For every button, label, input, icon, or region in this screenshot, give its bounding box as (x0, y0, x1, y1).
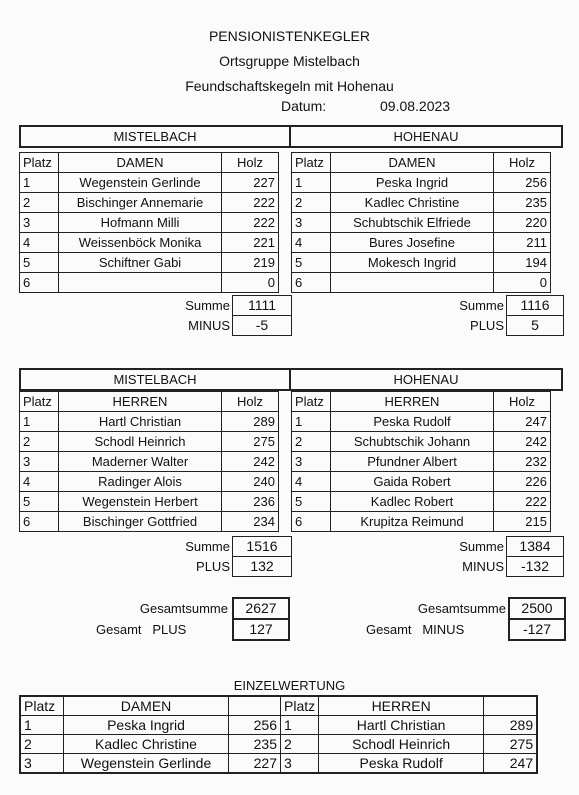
team-name: MISTELBACH (20, 126, 290, 147)
name-cell: Peska Ingrid (331, 173, 494, 193)
holz-cell: 211 (494, 233, 551, 253)
holz-cell: 222 (222, 193, 279, 213)
summe-value: 1116 (506, 295, 564, 316)
diff-value: -132 (506, 556, 564, 577)
name-cell: Schodl Heinrich (319, 735, 484, 754)
einzelwertung-title: EINZELWERTUNG (233, 678, 346, 693)
holz-cell: 220 (494, 213, 551, 233)
holz-cell: 232 (494, 452, 551, 472)
col-name: DAMEN (59, 153, 222, 173)
gesamt-diff-label: Gesamt MINUS (366, 622, 465, 637)
gesamt-diff-label: Gesamt PLUS (96, 622, 187, 637)
table-header-row (20, 392, 279, 412)
name-cell: Mokesch Ingrid (331, 253, 494, 273)
table-header-row (20, 696, 537, 716)
platz-cell: 2 (281, 735, 319, 754)
col-herren: HERREN (319, 696, 484, 716)
table-row (292, 412, 551, 432)
diff-label: MINUS (462, 559, 504, 574)
holz-cell: 242 (494, 432, 551, 452)
platz-cell: 4 (20, 233, 59, 253)
platz-cell: 2 (292, 193, 331, 213)
damen-table-right (291, 152, 551, 293)
page-subtitle: Ortsgruppe Mistelbach (219, 53, 360, 69)
col-platz: Platz (20, 392, 59, 412)
name-cell: Bischinger Gottfried (59, 512, 222, 532)
platz-cell: 6 (292, 512, 331, 532)
table-row (292, 273, 551, 293)
holz-cell: 0 (222, 273, 279, 293)
table-row (292, 432, 551, 452)
event-title: Feundschaftskegeln mit Hohenau (185, 78, 394, 94)
summe-value: 1384 (506, 536, 564, 557)
gesamtsumme-value: 2627 (232, 597, 290, 620)
table-row (292, 492, 551, 512)
table-row (292, 173, 551, 193)
table-row (20, 452, 279, 472)
name-cell: Pfundner Albert (331, 452, 494, 472)
table-row (20, 233, 279, 253)
platz-cell: 1 (20, 173, 59, 193)
platz-cell: 3 (20, 452, 59, 472)
holz-cell: 227 (222, 173, 279, 193)
name-cell: Weissenböck Monika (59, 233, 222, 253)
col-damen: DAMEN (64, 696, 229, 716)
name-cell: Wegenstein Gerlinde (59, 173, 222, 193)
platz-cell: 4 (292, 472, 331, 492)
platz-cell: 1 (20, 716, 64, 735)
name-cell: Schubtschik Johann (331, 432, 494, 452)
table-row (20, 432, 279, 452)
team-name: HOHENAU (290, 369, 562, 390)
table-header-row (20, 153, 279, 173)
page-title: PENSIONISTENKEGLER (208, 28, 371, 44)
platz-cell: 1 (292, 173, 331, 193)
col-platz: Platz (292, 392, 331, 412)
table-row (20, 512, 279, 532)
holz-cell: 219 (222, 253, 279, 273)
platz-cell: 3 (292, 452, 331, 472)
name-cell: Hartl Christian (59, 412, 222, 432)
col-holz: Holz (494, 392, 551, 412)
summe-value: 1516 (232, 536, 292, 557)
diff-value: 132 (232, 556, 292, 577)
holz-cell: 289 (222, 412, 279, 432)
name-cell: Schubtschik Elfriede (331, 213, 494, 233)
holz-cell: 240 (222, 472, 279, 492)
gesamt-diff-value: -127 (508, 618, 566, 641)
table-row (20, 412, 279, 432)
summe-value: 1111 (232, 295, 292, 316)
name-cell: Peska Ingrid (64, 716, 229, 735)
name-cell: Kadlec Christine (331, 193, 494, 213)
name-cell: Peska Rudolf (319, 754, 484, 774)
einzelwertung-table (19, 695, 538, 774)
col-holz: Holz (494, 153, 551, 173)
name-cell: Maderner Walter (59, 452, 222, 472)
holz-cell: 226 (494, 472, 551, 492)
table-row (20, 193, 279, 213)
holz-cell: 215 (494, 512, 551, 532)
holz-cell: 194 (494, 253, 551, 273)
platz-cell: 6 (20, 512, 59, 532)
name-cell: Peska Rudolf (331, 412, 494, 432)
name-cell: Schodl Heinrich (59, 432, 222, 452)
holz-cell: 247 (494, 412, 551, 432)
platz-cell: 3 (281, 754, 319, 774)
holz-cell: 275 (484, 735, 538, 754)
col-holz: Holz (222, 153, 279, 173)
gesamtsumme-label: Gesamtsumme (139, 601, 228, 616)
damen-team-header-left (19, 125, 291, 148)
holz-cell: 235 (494, 193, 551, 213)
col-holz: Holz (222, 392, 279, 412)
summe-label: Summe (459, 539, 504, 554)
platz-cell: 4 (20, 472, 59, 492)
holz-cell: 256 (494, 173, 551, 193)
herren-table-right (291, 391, 551, 532)
table-row (20, 273, 279, 293)
herren-table-left (19, 391, 279, 532)
name-cell: Hofmann Milli (59, 213, 222, 233)
name-cell (331, 273, 494, 293)
platz-cell: 5 (292, 253, 331, 273)
platz-cell: 5 (20, 253, 59, 273)
table-row (292, 472, 551, 492)
platz-cell: 3 (292, 213, 331, 233)
holz-cell: 221 (222, 233, 279, 253)
table-row (20, 735, 537, 754)
table-row (20, 716, 537, 735)
col-name: HERREN (331, 392, 494, 412)
table-row (292, 512, 551, 532)
summe-label: Summe (185, 298, 230, 313)
platz-cell: 4 (292, 233, 331, 253)
damen-table-left (19, 152, 279, 293)
col-platz: Platz (292, 153, 331, 173)
table-row (292, 452, 551, 472)
col-platz: Platz (20, 153, 59, 173)
diff-label: PLUS (470, 318, 504, 333)
table-row (20, 472, 279, 492)
platz-cell: 6 (292, 273, 331, 293)
table-row (292, 253, 551, 273)
name-cell: Bischinger Annemarie (59, 193, 222, 213)
name-cell: Wegenstein Gerlinde (64, 754, 229, 774)
name-cell: Kadlec Christine (64, 735, 229, 754)
diff-value: 5 (506, 315, 564, 336)
gesamt-diff-value: 127 (232, 618, 290, 641)
gesamtsumme-label: Gesamtsumme (417, 601, 506, 616)
holz-cell: 227 (229, 754, 281, 774)
table-row (292, 233, 551, 253)
table-row (292, 193, 551, 213)
diff-label: MINUS (188, 318, 230, 333)
table-row (20, 754, 537, 774)
platz-cell: 5 (292, 492, 331, 512)
name-cell: Hartl Christian (319, 716, 484, 735)
damen-team-header-right (289, 125, 563, 148)
table-header-row (292, 392, 551, 412)
holz-cell: 235 (229, 735, 281, 754)
name-cell: Radinger Alois (59, 472, 222, 492)
col-name: HERREN (59, 392, 222, 412)
platz-cell: 2 (20, 432, 59, 452)
holz-cell: 247 (484, 754, 538, 774)
name-cell: Wegenstein Herbert (59, 492, 222, 512)
holz-cell: 234 (222, 512, 279, 532)
table-row (292, 213, 551, 233)
platz-cell: 2 (20, 193, 59, 213)
herren-team-header-left (19, 368, 291, 391)
name-cell (59, 273, 222, 293)
table-header-row (292, 153, 551, 173)
name-cell: Kadlec Robert (331, 492, 494, 512)
name-cell: Bures Josefine (331, 233, 494, 253)
platz-cell: 1 (292, 412, 331, 432)
platz-cell: 1 (20, 412, 59, 432)
platz-cell: 2 (292, 432, 331, 452)
table-row (20, 492, 279, 512)
platz-cell: 3 (20, 213, 59, 233)
holz-cell: 256 (229, 716, 281, 735)
holz-cell: 275 (222, 432, 279, 452)
name-cell: Gaida Robert (331, 472, 494, 492)
platz-cell: 1 (281, 716, 319, 735)
holz-cell: 236 (222, 492, 279, 512)
holz-cell: 0 (494, 273, 551, 293)
table-row (20, 253, 279, 273)
table-row (20, 213, 279, 233)
diff-value: -5 (232, 315, 292, 336)
holz-cell: 242 (222, 452, 279, 472)
table-row (20, 173, 279, 193)
summe-label: Summe (459, 298, 504, 313)
col-platz: Platz (281, 696, 319, 716)
date-label: Datum: (281, 98, 327, 114)
team-name: HOHENAU (290, 126, 562, 147)
platz-cell: 3 (20, 754, 64, 774)
platz-cell: 6 (20, 273, 59, 293)
platz-cell: 5 (20, 492, 59, 512)
name-cell: Schiftner Gabi (59, 253, 222, 273)
name-cell: Krupitza Reimund (331, 512, 494, 532)
platz-cell: 2 (20, 735, 64, 754)
date-value: 09.08.2023 (380, 98, 451, 114)
diff-label: PLUS (196, 559, 230, 574)
summe-label: Summe (185, 539, 230, 554)
holz-cell: 222 (494, 492, 551, 512)
team-name: MISTELBACH (20, 369, 290, 390)
holz-cell: 289 (484, 716, 538, 735)
col-platz: Platz (20, 696, 64, 716)
herren-team-header-right (289, 368, 563, 391)
col-name: DAMEN (331, 153, 494, 173)
holz-cell: 222 (222, 213, 279, 233)
gesamtsumme-value: 2500 (508, 597, 566, 620)
